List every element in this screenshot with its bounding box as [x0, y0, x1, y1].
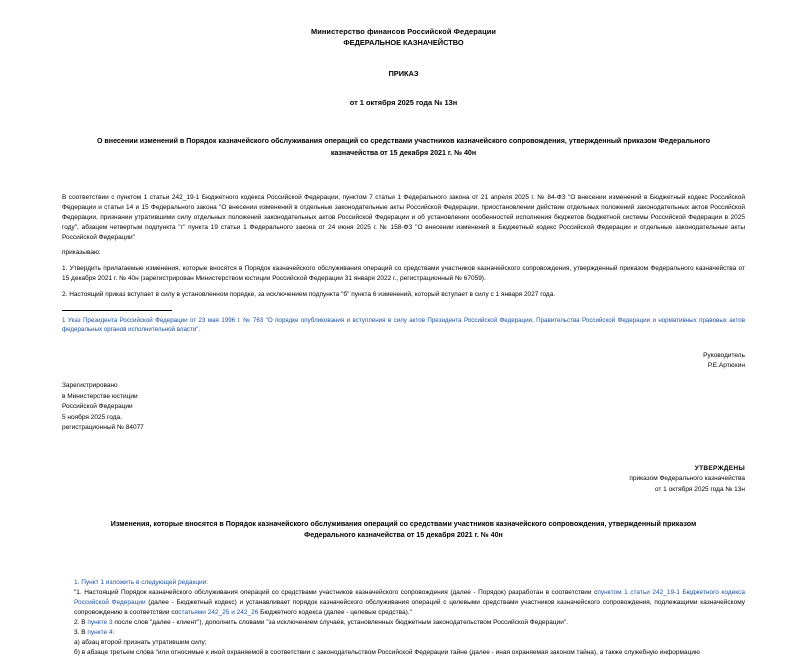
approval-block — [62, 464, 745, 495]
changes-item-2-part-c: Бюджетного кодекса (далее - целевые средства)." — [258, 608, 412, 616]
preamble-item-2: 2. Настоящий приказ вступает в силу в установленном порядке, за исключением подпункта "б" пункта 6 изменений, который вступает в силу с 1 января 2027 года. — [62, 291, 556, 299]
link-punkt-4[interactable]: пункте 4 — [87, 629, 113, 637]
preamble-text-1: В соответствии с пунктом 1 статьи 242_19-1 Бюджетного кодекса Российской Федерации, пунктом 7 статьи 1 Федерального закона от 21 апреля 2025 г. № 84-ФЗ "О внесении изменений в Бюджетный кодекс Российской Федерации и статьи 14 и 15 Федерального закона "О внесении изменений в отдельные законодательные акты Российской Федерации, приостановлении действие отдельных положений законодательных актов Российской Федерации, признании утратившими силу отдельных положений законодательных актов Российской Федерации и об установлении особенностей исполнения бюджетов бюджетной системы Российской Федерации в 2025 году", абзацем четвертым подпункта "г" пункта 19 статьи 1 Федерального закона от 24 июня 2025 г. № 158-ФЗ "О внесении изменений в Бюджетный кодекс Российской Федерации и отдельные законодательные акты Российской Федерации" — [62, 194, 745, 241]
changes-body — [62, 578, 745, 659]
changes-item-1 — [62, 578, 745, 588]
registration-line-3: Российской Федерации — [62, 403, 133, 411]
registration-line-1: Зарегистрировано — [62, 382, 118, 390]
registration-block — [62, 381, 745, 434]
changes-title: Изменения, которые вносятся в Порядок казначейского обслуживания операций со средствами участников казначейского сопровождения, утвержденный приказом Федерального казначейства от 15 декабря 2021 г. № 40н — [110, 520, 697, 540]
doc-type-heading: ПРИКАЗ — [388, 68, 419, 78]
link-statyi-242-25-242-26[interactable]: статьями 242_25 и 242_26 — [178, 608, 259, 616]
signature-block — [62, 351, 745, 372]
registration-line-2: в Министерстве юстиции — [62, 392, 138, 400]
changes-item-4a: а) абзац второй признать утратившим силу; — [74, 639, 207, 647]
preamble-order-word: приказываю: — [62, 249, 101, 257]
registration-line-4: 5 ноября 2025 года, — [62, 413, 122, 421]
changes-item-3-part-b: после слов "далее - клиент"), дополнить словами "за исключением случаев, установленных бюджетным законодательством Российской Федерации". — [112, 619, 568, 627]
changes-item-3-part-a: 2. В — [74, 619, 88, 627]
preamble-paragraph-1 — [62, 193, 745, 242]
page-title: О внесении изменений в Порядок казначейского обслуживания операций со средствами участников казначейского сопровождения, утвержденный приказом Федерального казначейства от 15 декабря 2021 г. № 40н — [96, 137, 711, 157]
registration-line-5: регистрационный № 84077 — [62, 424, 144, 432]
changes-item-2-part-a: "1. Настоящий Порядок казначейского обслуживания операций со средствами участников казначейского сопровождения (далее - Порядок) разработан в соответствии с — [74, 588, 598, 596]
changes-item-1-rest: изложить в следующей редакции: — [104, 578, 209, 586]
preamble-item-1: 1. Утвердить прилагаемые изменения, которые вносятся в Порядок казначейского обслуживания операций со средствами участников казначейского сопровождения, утвержденный приказом Федерального казначейства от 15 декабря 2021 г. № 40н (зарегистрирован Министерством юстиции Российской Федерации 31 января 2022 г., регистрационный № 67059). — [62, 265, 745, 283]
agency-line: ФЕДЕРАЛЬНОЕ КАЗНАЧЕЙСТВО — [343, 38, 464, 48]
ministry-line: Министерство финансов Российской Федерации — [310, 27, 497, 36]
changes-item-4-part-a: 3. В — [74, 629, 88, 637]
preamble-block — [62, 193, 745, 300]
changes-item-4-part-b: : — [112, 629, 115, 637]
changes-item-3 — [62, 618, 745, 628]
footnote-divider — [62, 310, 172, 311]
approval-line-2: от 1 октября 2025 года № 13н — [654, 485, 745, 493]
changes-item-2-part-b: (далее - Бюджетный кодекс) и устанавливает порядок казначейского обслуживания операций с целевыми средствами участников казначейского сопровождения, подлежащими казначейскому сопровождению в соответствии со — [74, 598, 745, 616]
approval-word: УТВЕРЖДЕНЫ — [694, 464, 745, 472]
changes-item-4 — [62, 628, 745, 638]
changes-item-1-lead: 1. — [74, 578, 82, 586]
approval-line-1: приказом Федерального казначейства — [629, 475, 745, 483]
link-punkt-3[interactable]: пункте 3 — [87, 619, 113, 627]
footnote-text: 1 Указ Президента Российской Федерации от 23 мая 1996 г. № 763 "О порядке опубликования и вступления в силу актов Президента Российской Федерации, Правительства Российской Федерации и нормативных правовых актов федеральных органов исполнительной власти". — [62, 316, 745, 334]
doc-date-number: от 1 октября 2025 года № 13н — [349, 97, 458, 107]
changes-item-2 — [62, 588, 745, 618]
changes-item-4b: б) в абзаце третьем слова "или относимые к иной охраняемой в соответствии с законодательством Российской Федерации тайне (далее - иная охраняемая законом тайна), а также служебную информацию — [74, 649, 700, 657]
signature-name: Р.Е.Артюхин — [707, 361, 745, 369]
signature-position: Руководитель — [703, 351, 745, 359]
link-punkt-1[interactable]: Пункт 1 — [81, 578, 105, 586]
link-punkt-1-statya-242-19-1[interactable]: пунктом 1 статьи 242_19-1 Бюджетного кодекса Российской Федерации — [74, 588, 746, 606]
